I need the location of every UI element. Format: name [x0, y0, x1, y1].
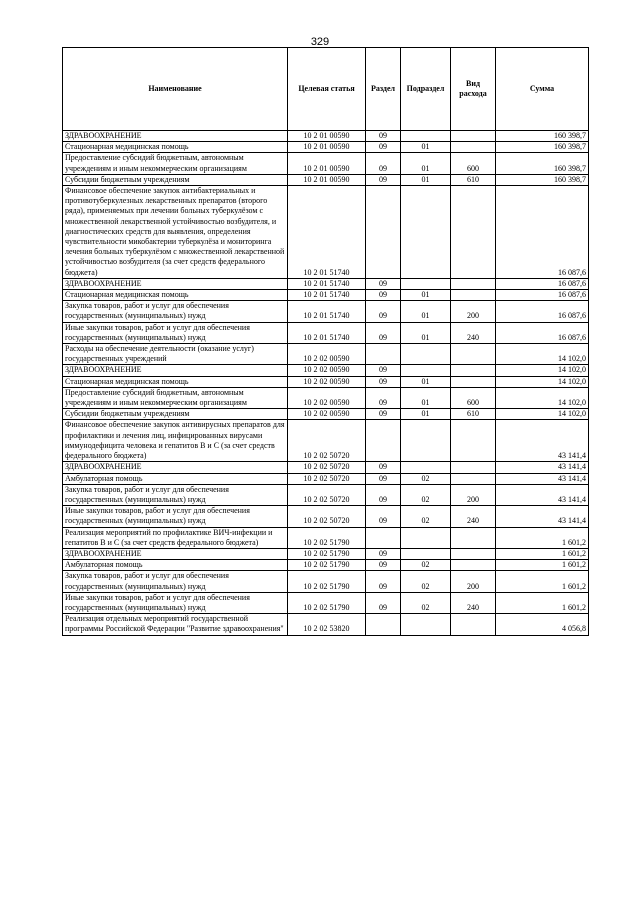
row-name: ЗДРАВООХРАНЕНИЕ	[63, 548, 288, 559]
row-subsection	[401, 365, 451, 376]
row-sum: 43 141,4	[496, 484, 589, 505]
row-name: Субсидии бюджетным учреждениям	[63, 409, 288, 420]
row-subsection: 01	[401, 322, 451, 343]
row-subsection	[401, 131, 451, 142]
row-name: Закупка товаров, работ и услуг для обеспечения государственных (муниципальных) нужд	[63, 484, 288, 505]
row-name: Закупка товаров, работ и услуг для обеспечения государственных (муниципальных) нужд	[63, 571, 288, 592]
row-subsection: 01	[401, 290, 451, 301]
row-target: 10 2 02 50720	[288, 420, 366, 462]
row-name: Стационарная медицинская помощь	[63, 142, 288, 153]
row-name: Расходы на обеспечение деятельности (оказание услуг) государственных учреждений	[63, 344, 288, 365]
row-subsection: 01	[401, 174, 451, 185]
row-section	[366, 527, 401, 548]
table-row	[63, 548, 589, 559]
row-section	[366, 344, 401, 365]
row-section: 09	[366, 462, 401, 473]
row-name: ЗДРАВООХРАНЕНИЕ	[63, 365, 288, 376]
header-expense-type: Вид расхода	[451, 48, 496, 131]
row-name: Амбулаторная помощь	[63, 473, 288, 484]
row-expense-type	[451, 142, 496, 153]
row-name: Предоставление субсидий бюджетным, автономным учреждениям и иным некоммерческим организациям	[63, 153, 288, 174]
row-subsection: 01	[401, 142, 451, 153]
row-sum: 1 601,2	[496, 560, 589, 571]
table-row	[63, 506, 589, 527]
row-subsection	[401, 186, 451, 279]
header-target: Целевая статья	[288, 48, 366, 131]
budget-table	[62, 47, 589, 636]
table-row	[63, 278, 589, 289]
row-expense-type	[451, 473, 496, 484]
row-sum: 1 601,2	[496, 592, 589, 613]
row-sum: 1 601,2	[496, 571, 589, 592]
row-sum: 160 398,7	[496, 131, 589, 142]
row-sum: 14 102,0	[496, 344, 589, 365]
row-section: 09	[366, 290, 401, 301]
table-row	[63, 484, 589, 505]
row-subsection: 01	[401, 409, 451, 420]
row-section	[366, 420, 401, 462]
table-row	[63, 186, 589, 279]
row-subsection	[401, 420, 451, 462]
row-sum: 16 087,6	[496, 278, 589, 289]
row-subsection	[401, 344, 451, 365]
row-target: 10 2 02 00590	[288, 409, 366, 420]
row-subsection: 02	[401, 560, 451, 571]
table-row	[63, 142, 589, 153]
table-row	[63, 473, 589, 484]
row-section: 09	[366, 484, 401, 505]
row-subsection	[401, 527, 451, 548]
row-sum: 4 056,8	[496, 614, 589, 635]
row-section: 09	[366, 365, 401, 376]
row-name: Иные закупки товаров, работ и услуг для обеспечения государственных (муниципальных) нужд	[63, 322, 288, 343]
row-name: Реализация отдельных мероприятий государственной программы Российской Федерации "Развитие здравоохранения"	[63, 614, 288, 635]
row-section: 09	[366, 376, 401, 387]
row-subsection: 02	[401, 473, 451, 484]
row-section: 09	[366, 131, 401, 142]
row-target: 10 2 01 51740	[288, 322, 366, 343]
row-subsection	[401, 462, 451, 473]
row-target: 10 2 02 51790	[288, 560, 366, 571]
row-target: 10 2 02 00590	[288, 387, 366, 408]
row-name: Стационарная медицинская помощь	[63, 290, 288, 301]
row-target: 10 2 02 51790	[288, 548, 366, 559]
row-sum: 43 141,4	[496, 506, 589, 527]
row-section	[366, 614, 401, 635]
row-section: 09	[366, 142, 401, 153]
row-expense-type: 240	[451, 592, 496, 613]
header-sum: Сумма	[496, 48, 589, 131]
row-sum: 160 398,7	[496, 142, 589, 153]
row-sum: 43 141,4	[496, 473, 589, 484]
row-subsection: 02	[401, 571, 451, 592]
row-target: 10 2 02 00590	[288, 365, 366, 376]
row-expense-type	[451, 614, 496, 635]
table-row	[63, 614, 589, 635]
table-row	[63, 571, 589, 592]
row-target: 10 2 02 50720	[288, 506, 366, 527]
row-section: 09	[366, 409, 401, 420]
row-expense-type: 200	[451, 301, 496, 322]
header-name: Наименование	[63, 48, 288, 131]
row-expense-type	[451, 527, 496, 548]
row-section: 09	[366, 387, 401, 408]
row-subsection: 02	[401, 484, 451, 505]
row-sum: 16 087,6	[496, 322, 589, 343]
row-section	[366, 186, 401, 279]
row-section: 09	[366, 473, 401, 484]
row-sum: 43 141,4	[496, 462, 589, 473]
row-section: 09	[366, 548, 401, 559]
table-row	[63, 387, 589, 408]
row-section: 09	[366, 560, 401, 571]
row-expense-type: 610	[451, 174, 496, 185]
row-target: 10 2 02 50720	[288, 484, 366, 505]
table-row	[63, 462, 589, 473]
row-expense-type	[451, 376, 496, 387]
table-row	[63, 365, 589, 376]
header-subsection: Подраздел	[401, 48, 451, 131]
row-sum: 14 102,0	[496, 409, 589, 420]
row-target: 10 2 01 00590	[288, 131, 366, 142]
table-row	[63, 153, 589, 174]
row-expense-type: 610	[451, 409, 496, 420]
row-target: 10 2 02 51790	[288, 527, 366, 548]
row-expense-type	[451, 365, 496, 376]
table-row	[63, 527, 589, 548]
row-name: Финансовое обеспечение закупок антивирусных препаратов для профилактики и лечения лиц, инфицированных вирусами иммунодефицита человека и гепатитов В и С (за счет средств федерального бюджета)	[63, 420, 288, 462]
row-name: Субсидии бюджетным учреждениям	[63, 174, 288, 185]
header-section: Раздел	[366, 48, 401, 131]
row-name: Иные закупки товаров, работ и услуг для обеспечения государственных (муниципальных) нужд	[63, 506, 288, 527]
row-expense-type	[451, 278, 496, 289]
row-expense-type: 600	[451, 153, 496, 174]
row-expense-type: 200	[451, 484, 496, 505]
table-row	[63, 322, 589, 343]
table-body	[63, 131, 589, 636]
row-target: 10 2 01 00590	[288, 142, 366, 153]
row-subsection: 01	[401, 387, 451, 408]
table-row	[63, 420, 589, 462]
row-target: 10 2 01 00590	[288, 174, 366, 185]
row-section: 09	[366, 174, 401, 185]
row-target: 10 2 01 51740	[288, 290, 366, 301]
table-row	[63, 290, 589, 301]
row-subsection: 01	[401, 301, 451, 322]
row-subsection	[401, 548, 451, 559]
row-expense-type	[451, 420, 496, 462]
row-target: 10 2 02 00590	[288, 344, 366, 365]
row-name: Финансовое обеспечение закупок антибактериальных и противотуберкулезных лекарственных препаратов (второго ряда), применяемых при лечении больных туберкулёзом с множественной лекарственной устойчивостью возбудителя, и диагностических средств для выявления, определения чувствительности микобактерии туберкулёза и мониторинга лечения больных туберкулёзом с множественной лекарственной устойчивостью возбудителя (за счет средств федерального бюджета)	[63, 186, 288, 279]
row-expense-type: 240	[451, 506, 496, 527]
table-row	[63, 409, 589, 420]
row-sum: 14 102,0	[496, 387, 589, 408]
row-expense-type	[451, 560, 496, 571]
row-target: 10 2 02 50720	[288, 473, 366, 484]
row-sum: 14 102,0	[496, 365, 589, 376]
row-section: 09	[366, 592, 401, 613]
row-sum: 16 087,6	[496, 301, 589, 322]
table-row	[63, 560, 589, 571]
row-target: 10 2 01 00590	[288, 153, 366, 174]
row-section: 09	[366, 278, 401, 289]
row-subsection	[401, 278, 451, 289]
row-sum: 1 601,2	[496, 548, 589, 559]
row-expense-type: 600	[451, 387, 496, 408]
row-expense-type	[451, 462, 496, 473]
row-subsection: 02	[401, 592, 451, 613]
row-expense-type	[451, 290, 496, 301]
row-target: 10 2 02 00590	[288, 376, 366, 387]
row-sum: 160 398,7	[496, 153, 589, 174]
row-expense-type: 200	[451, 571, 496, 592]
table-row	[63, 131, 589, 142]
row-section: 09	[366, 322, 401, 343]
row-target: 10 2 02 50720	[288, 462, 366, 473]
row-sum: 16 087,6	[496, 290, 589, 301]
row-target: 10 2 01 51740	[288, 278, 366, 289]
row-name: ЗДРАВООХРАНЕНИЕ	[63, 131, 288, 142]
row-section: 09	[366, 153, 401, 174]
row-sum: 43 141,4	[496, 420, 589, 462]
row-expense-type	[451, 344, 496, 365]
table-row	[63, 174, 589, 185]
table-row	[63, 301, 589, 322]
row-subsection: 02	[401, 506, 451, 527]
row-subsection: 01	[401, 376, 451, 387]
row-target: 10 2 01 51740	[288, 301, 366, 322]
table-row	[63, 592, 589, 613]
row-target: 10 2 01 51740	[288, 186, 366, 279]
row-sum: 16 087,6	[496, 186, 589, 279]
row-target: 10 2 02 53820	[288, 614, 366, 635]
row-expense-type	[451, 548, 496, 559]
row-section: 09	[366, 301, 401, 322]
row-name: ЗДРАВООХРАНЕНИЕ	[63, 462, 288, 473]
row-expense-type	[451, 186, 496, 279]
row-sum: 160 398,7	[496, 174, 589, 185]
row-subsection: 01	[401, 153, 451, 174]
row-sum: 14 102,0	[496, 376, 589, 387]
row-section: 09	[366, 571, 401, 592]
row-expense-type	[451, 131, 496, 142]
row-name: Предоставление субсидий бюджетным, автономным учреждениям и иным некоммерческим организациям	[63, 387, 288, 408]
page-number: 329	[310, 36, 330, 48]
table-row	[63, 376, 589, 387]
row-name: Закупка товаров, работ и услуг для обеспечения государственных (муниципальных) нужд	[63, 301, 288, 322]
row-target: 10 2 02 51790	[288, 571, 366, 592]
row-name: Амбулаторная помощь	[63, 560, 288, 571]
row-name: Иные закупки товаров, работ и услуг для обеспечения государственных (муниципальных) нужд	[63, 592, 288, 613]
row-expense-type: 240	[451, 322, 496, 343]
row-section: 09	[366, 506, 401, 527]
row-sum: 1 601,2	[496, 527, 589, 548]
row-subsection	[401, 614, 451, 635]
row-target: 10 2 02 51790	[288, 592, 366, 613]
row-name: ЗДРАВООХРАНЕНИЕ	[63, 278, 288, 289]
table-header-row	[63, 48, 589, 131]
row-name: Реализация мероприятий по профилактике ВИЧ-инфекции и гепатитов В и С (за счет средств федерального бюджета)	[63, 527, 288, 548]
row-name: Стационарная медицинская помощь	[63, 376, 288, 387]
table-row	[63, 344, 589, 365]
